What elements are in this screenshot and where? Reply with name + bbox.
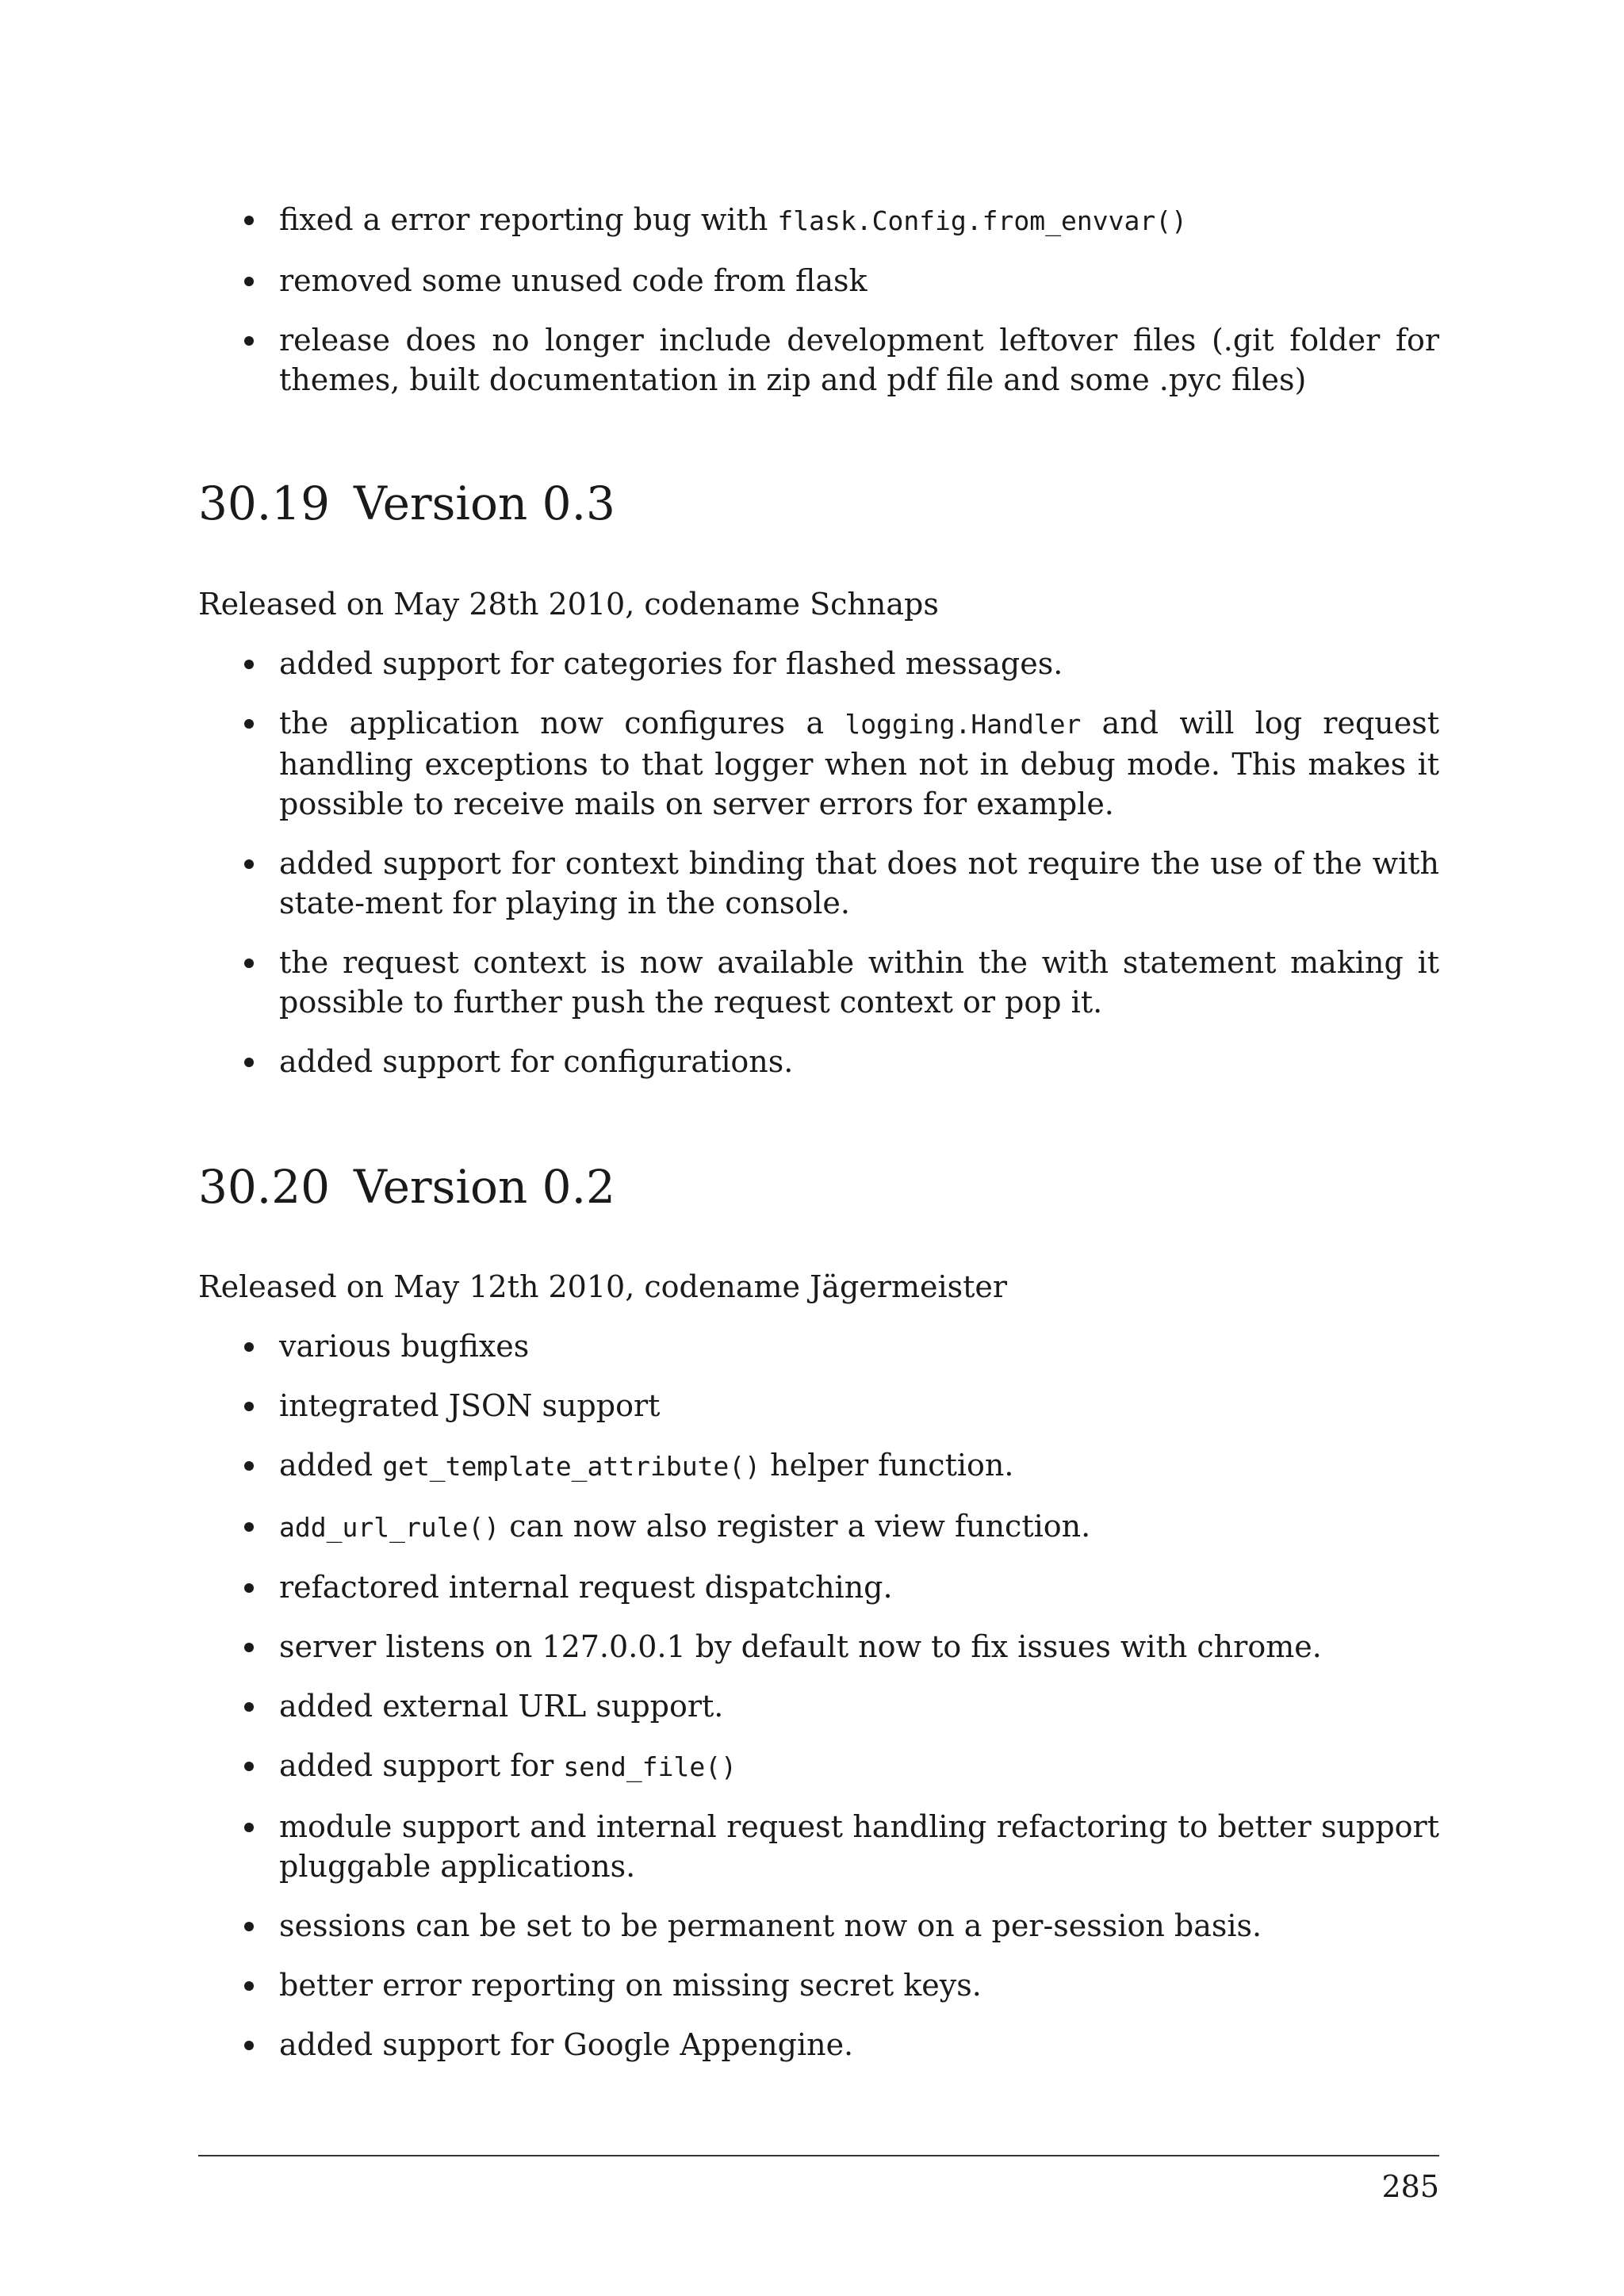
- bullet-icon: [244, 719, 254, 729]
- bullet-icon: [244, 959, 254, 968]
- bullet-icon: [244, 1823, 254, 1832]
- document-page: [198, 0, 1439, 2296]
- list-item: [198, 1445, 1439, 1487]
- inline-code: add_url_rule(): [279, 1512, 500, 1543]
- list-item: [198, 1386, 1439, 1425]
- item-text: can now also register a view function.: [500, 1509, 1091, 1544]
- inline-code: flask.Config.from_envvar(): [777, 205, 1187, 236]
- item-text: refactored internal request dispatching.: [279, 1570, 893, 1605]
- item-text: removed some unused code from flask: [279, 263, 868, 298]
- section-heading-0-2: [198, 1159, 615, 1215]
- changelog-list-0-3: [198, 644, 1439, 1101]
- item-text: sessions can be set to be permanent now on a per-session basis.: [279, 1908, 1262, 1943]
- bullet-icon: [244, 1981, 254, 1991]
- bullet-icon: [244, 1762, 254, 1771]
- list-item: [198, 1965, 1439, 2005]
- bullet-icon: [244, 2041, 254, 2050]
- item-text: and will log request handling exceptions to that logger when not in debug mode. This makes it possible to receive mails on server errors for example.: [279, 706, 1440, 821]
- bullet-icon: [244, 1058, 254, 1067]
- item-text: various bugfixes: [279, 1329, 530, 1364]
- section-number: 30.19: [198, 476, 331, 530]
- section-title: Version 0.3: [354, 476, 615, 530]
- section-title: Version 0.2: [354, 1160, 615, 1214]
- item-text: the application now configures a: [279, 706, 845, 740]
- list-item: [198, 320, 1439, 400]
- list-item: [198, 1042, 1439, 1081]
- item-text: helper function.: [760, 1448, 1014, 1483]
- changelog-list-0-2: [198, 1326, 1439, 2084]
- list-item: [198, 644, 1439, 683]
- list-item: [198, 2025, 1439, 2064]
- release-info-0-3: Released on May 28th 2010, codename Schnaps: [198, 587, 939, 622]
- bullet-icon: [244, 336, 254, 346]
- item-text: added support for: [279, 1748, 564, 1783]
- list-item: [198, 1567, 1439, 1607]
- footer-rule: [198, 2155, 1439, 2156]
- bullet-icon: [244, 277, 254, 286]
- bullet-icon: [244, 1643, 254, 1652]
- inline-code: send_file(): [563, 1751, 737, 1782]
- list-item: [198, 844, 1439, 923]
- item-text: added support for categories for flashed messages.: [279, 646, 1063, 681]
- item-text: module support and internal request handling refactoring to better support pluggable applications.: [279, 1809, 1439, 1884]
- item-text: better error reporting on missing secret keys.: [279, 1968, 982, 2003]
- list-item: [198, 1906, 1439, 1946]
- list-item: [198, 1746, 1439, 1787]
- bullet-icon: [244, 1922, 254, 1931]
- item-text: fixed a error reporting bug with: [279, 202, 778, 237]
- item-text: added support for context binding that does not require the use of the with state-ment for playing in the console.: [279, 846, 1439, 920]
- item-text: the request context is now available within the with statement making it possible to further push the request context or pop it.: [279, 945, 1439, 1020]
- bullet-icon: [244, 660, 254, 669]
- section-heading-0-3: [198, 476, 615, 531]
- item-text: added: [279, 1448, 383, 1483]
- list-item: [198, 1627, 1439, 1667]
- item-text: integrated JSON support: [279, 1388, 661, 1423]
- list-item: [198, 1686, 1439, 1726]
- section-number: 30.20: [198, 1160, 331, 1214]
- release-info-0-2: Released on May 12th 2010, codename Jägermeister: [198, 1269, 1008, 1304]
- bullet-icon: [244, 1342, 254, 1352]
- inline-code: get_template_attribute(): [382, 1451, 761, 1482]
- list-item: [198, 1807, 1439, 1886]
- bullet-icon: [244, 1461, 254, 1471]
- list-item: [198, 1326, 1439, 1366]
- list-item: [198, 200, 1439, 241]
- list-item: [198, 1506, 1439, 1548]
- item-text: server listens on 127.0.0.1 by default now to fix issues with chrome.: [279, 1629, 1322, 1664]
- changelog-list-prev: [198, 200, 1439, 419]
- item-text: added support for configurations.: [279, 1044, 794, 1079]
- bullet-icon: [244, 1402, 254, 1411]
- page-number: 285: [1381, 2169, 1439, 2204]
- inline-code: logging.Handler: [845, 709, 1082, 740]
- bullet-icon: [244, 1702, 254, 1712]
- item-text: added support for Google Appengine.: [279, 2027, 854, 2062]
- bullet-icon: [244, 216, 254, 225]
- item-text: release does no longer include development leftover files (.git folder for themes, built documentation in zip and pdf file and some .pyc files): [279, 323, 1439, 397]
- item-text: added external URL support.: [279, 1689, 724, 1724]
- bullet-icon: [244, 1583, 254, 1593]
- bullet-icon: [244, 859, 254, 869]
- list-item: [198, 703, 1439, 824]
- bullet-icon: [244, 1522, 254, 1532]
- list-item: [198, 943, 1439, 1022]
- list-item: [198, 261, 1439, 300]
